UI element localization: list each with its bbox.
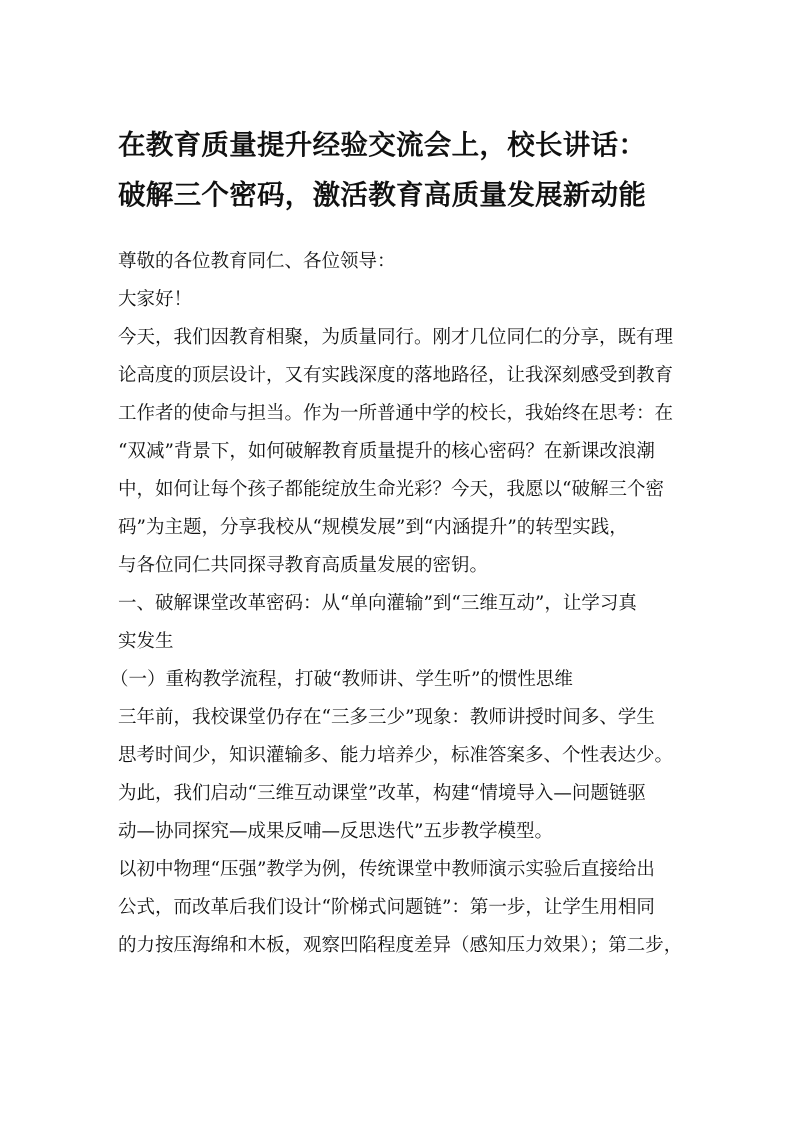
document-body bbox=[110, 243, 693, 965]
subsection-heading: （一）重构教学流程，打破“教师讲、学生听”的惯性思维 bbox=[110, 669, 573, 690]
text-line: 的力按压海绵和木板，观察凹陷程度差异（感知压力效果）；第二步， bbox=[118, 935, 683, 956]
text-line: 以初中物理“压强”教学为例，传统课堂中教师演示实验后直接给出 bbox=[118, 859, 655, 880]
text-line: “双减”背景下，如何破解教育质量提升的核心密码？在新课改浪潮 bbox=[118, 441, 655, 462]
title-line-2: 破解三个密码，激活教育高质量发展新动能 bbox=[118, 179, 647, 211]
greeting: 大家好！ bbox=[118, 289, 193, 310]
text-line: 今天，我们因教育相聚，为质量同行。刚才几位同仁的分享，既有理 bbox=[118, 327, 674, 348]
text-line: 码”为主题，分享我校从“规模发展”到“内涵提升”的转型实践， bbox=[118, 517, 628, 538]
text-line: 工作者的使命与担当。作为一所普通中学的校长，我始终在思考：在 bbox=[118, 403, 674, 424]
text-line: 公式，而改革后我们设计“阶梯式问题链”：第一步，让学生用相同 bbox=[118, 897, 655, 918]
text-line: 为此，我们启动“三维互动课堂”改革，构建“情境导入—问题链驱 bbox=[118, 783, 646, 804]
document-title bbox=[118, 120, 688, 220]
section-heading: 实发生 bbox=[118, 631, 174, 652]
text-line: 三年前，我校课堂仍存在“三多三少”现象：教师讲授时间多、学生 bbox=[118, 707, 655, 728]
text-line: 思考时间少，知识灌输多、能力培养少，标准答案多、个性表达少。 bbox=[118, 745, 674, 766]
text-line: 中，如何让每个孩子都能绽放生命光彩？今天，我愿以“破解三个密 bbox=[118, 479, 664, 500]
title-line-1: 在教育质量提升经验交流会上，校长讲话： bbox=[118, 129, 647, 161]
text-line: 与各位同仁共同探寻教育高质量发展的密钥。 bbox=[118, 555, 489, 576]
text-line: 动—协同探究—成果反哺—反思迭代”五步教学模型。 bbox=[118, 821, 553, 842]
text-line: 论高度的顶层设计，又有实践深度的落地路径，让我深刻感受到教育 bbox=[118, 365, 674, 386]
section-heading: 一、破解课堂改革密码：从“单向灌输”到“三维互动”，让学习真 bbox=[118, 593, 637, 614]
salutation: 尊敬的各位教育同仁、各位领导： bbox=[118, 251, 396, 272]
